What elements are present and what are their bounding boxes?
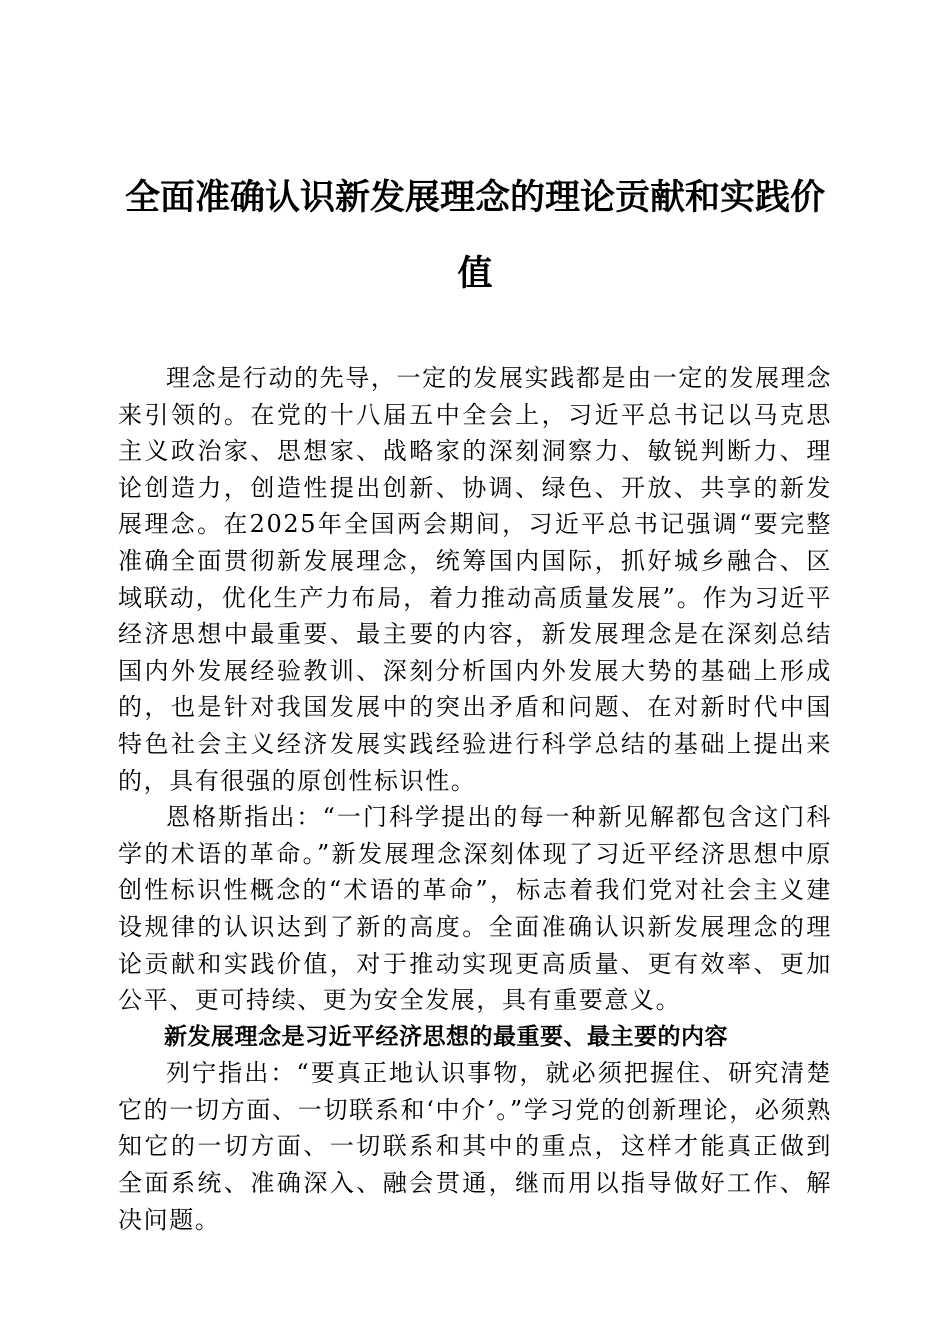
document-body bbox=[118, 360, 832, 1238]
paragraph-intro: 理念是行动的先导，一定的发展实践都是由一定的发展理念来引领的。在党的十八届五中全会上，习近平总书记以马克思主义政治家、思想家、战略家的深刻洞察力、敏锐判断力、理论创造力，创造性提出创新、协调、绿色、开放、共享的新发展理念。在2025年全国两会期间，习近平总书记强调“要完整准确全面贯彻新发展理念，统筹国内国际，抓好城乡融合、区域联动，优化生产力布局，着力推动高质量发展”。作为习近平经济思想中最重要、最主要的内容，新发展理念是在深刻总结国内外发展经验教训、深刻分析国内外发展大势的基础上形成的，也是针对我国发展中的突出矛盾和问题、在对新时代中国特色社会主义经济发展实践经验进行科学总结的基础上提出来的，具有很强的原创性标识性。 bbox=[118, 364, 832, 795]
section-heading: 新发展理念是习近平经济思想的最重要、最主要的内容 bbox=[164, 1023, 728, 1050]
paragraph-lenin: 列宁指出：“要真正地认识事物，就必须把握住、研究清楚它的一切方面、一切联系和‘中介’。”学习党的创新理论，必须熟知它的一切方面、一切联系和其中的重点，这样才能真正做到全面系统、准确深入、融会贯通，继而用以指导做好工作、解决问题。 bbox=[118, 1059, 832, 1234]
document-title: 全面准确认识新发展理念的理论贡献和实践价值 bbox=[124, 177, 825, 294]
paragraph-engels: 恩格斯指出：“一门科学提出的每一种新见解都包含这门科学的术语的革命。”新发展理念深刻体现了习近平经济思想中原创性标识性概念的“术语的革命”，标志着我们党对社会主义建设规律的认识达到了新的高度。全面准确认识新发展理念的理论贡献和实践价值，对于推动实现更高质量、更有效率、更加公平、更可持续、更为安全发展，具有重要意义。 bbox=[118, 803, 832, 1015]
